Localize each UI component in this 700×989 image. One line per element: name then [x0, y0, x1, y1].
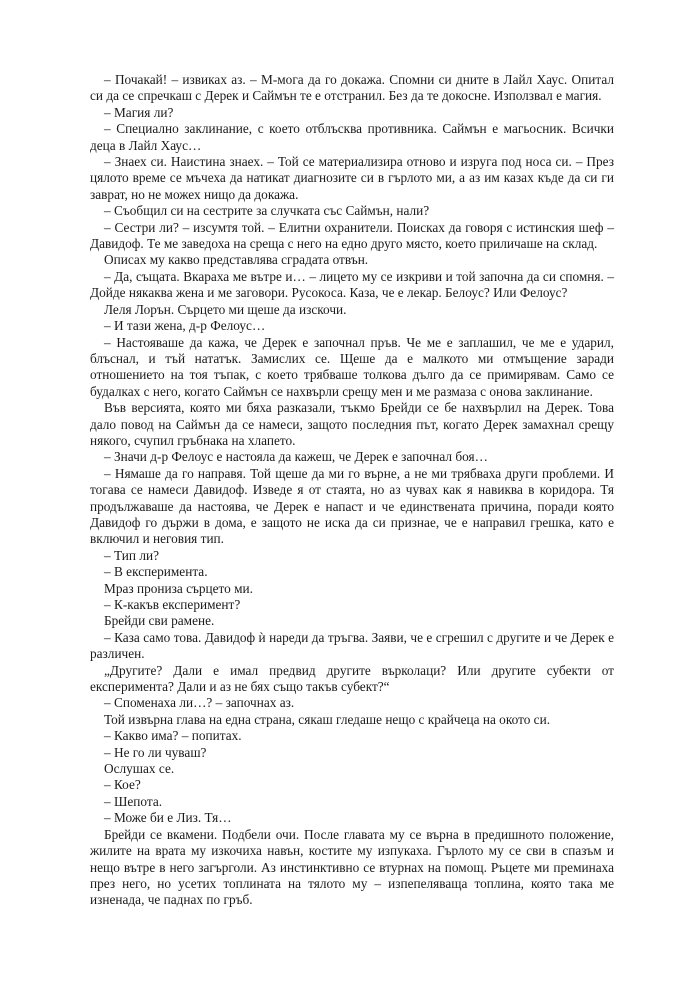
- paragraph: – Специално заклинание, с което отблъсква противника. Саймън е магьосник. Всички деца в Лайл Хаус…: [90, 121, 614, 153]
- paragraph: – К-какъв експеримент?: [104, 597, 241, 612]
- paragraph: Той извърна глава на една страна, сякаш гледаше нещо с крайчеца на окото си.: [104, 711, 551, 727]
- paragraph: – Каза само това. Давидоф ѝ нареди да тръгва. Заяви, че е сгрешил с другите и че Дерек е различен.: [90, 629, 614, 662]
- paragraph: – Може би е Лиз. Тя…: [104, 810, 232, 826]
- paragraph: – Почакай! – извиках аз. – М-мога да го докажа. Спомни си дните в Лайл Хаус. Опитал си да се спречкаш с Дерек и Саймън те е отстранил. Без да те докосне. Използвал е магия.: [90, 72, 614, 104]
- paragraph: Мраз прониза сърцето ми.: [104, 580, 253, 596]
- paragraph: – Кое?: [104, 777, 141, 793]
- paragraph: – Шепота.: [104, 793, 163, 809]
- paragraph: – В експеримента.: [104, 564, 208, 580]
- paragraph: – Магия ли?: [104, 104, 174, 120]
- paragraph: – Настояваше да кажа, че Дерек е започнал пръв. Че ме е заплашил, че ме е ударил, блъснал, и тъй нататък. Замислих се. Щеше да е малкото ми отмъщение заради отношението на тоя тъпак, с което трябваше толкова дълго да се примирявам. Само се будалках с него, когато Саймън се нахвърли срещу мен и ме размаза с онова заклинание.: [90, 334, 614, 399]
- paragraph: – И тази жена, д-р Фелоус…: [104, 318, 266, 334]
- paragraph: – Да, същата. Вкараха ме вътре и… – лицето му се изкриви и той започна да си спомня. – Дойде някаква жена и ме заговори. Русокоса. Каза, че е лекар. Белоус? Или Фелоус?: [90, 268, 614, 301]
- paragraph: – Съобщил си на сестрите за случката със Саймън, нали?: [104, 203, 430, 219]
- paragraph: „Другите? Дали е имал предвид другите върколаци? Или другите субекти от експеримента? Дали и аз не бях също такъв субект?“: [90, 662, 614, 695]
- paragraph: – Не го ли чуваш?: [104, 744, 207, 760]
- paragraph: – Споменаха ли…? – започнах аз.: [104, 695, 295, 711]
- paragraph: Във версията, която ми бяха разказали, тъкмо Брейди се бе нахвърлил на Дерек. Това дало повод на Саймън да се намеси, защото последния път, когато Дерек замахнал срещу някого, счупил гръбнака на хлапето.: [90, 400, 614, 448]
- paragraph: – Тип ли?: [104, 547, 159, 563]
- paragraph: Брейди се вкамени. Подбели очи. После главата му се върна в предишното положение, жилите на врата му изкочиха навън, костите му изпукаха. Гърлото му се сви в спазъм и нещо вътре в него загърголи. Аз инстинктивно се втурнах на помощ. Ръцете ми преминаха през него, но усетих топлината на тялото му – изпепеляваща топлина, която така ме изненада, че паднах по гръб.: [90, 826, 614, 908]
- paragraph: – Сестри ли? – изсумтя той. – Елитни охранители. Поисках да говоря с истинския шеф – Давидоф. Те ме заведоха на среща с него на едно друго място, което приличаше на склад.: [90, 219, 614, 252]
- paragraph: – Нямаше да го направя. Той щеше да ми го върне, а не ми трябваха други проблеми. И тогава се намеси Давидоф. Изведе я от стаята, но аз чувах как я навиква в коридора. Тя продължаваше да настоява, че Дерек е напаст и че единствената причина, поради която Давидоф го държи в дома, е защото не иска да си признае, че е направил грешка, като е включил и неговия тип.: [90, 465, 614, 547]
- paragraph: Ослушах се.: [104, 761, 175, 777]
- paragraph: Леля Лорън. Сърцето ми щеше да изскочи.: [104, 301, 347, 317]
- paragraph: Описах му какво представлява сградата отвън.: [104, 252, 369, 268]
- paragraph: – Знаех си. Наистина знаех. – Той се материализира отново и изруга под носа си. – През цялото време се мъчеха да натикат диагнозите си в гърлото ми, а аз им казах къде да си ги заврат, но не можех нищо да докажа.: [90, 154, 614, 202]
- paragraph: – Значи д-р Фелоус е настояла да кажеш, че Дерек е започнал боя…: [104, 449, 488, 465]
- paragraph: – Какво има? – попитах.: [104, 728, 242, 744]
- body-text: [90, 72, 614, 909]
- paragraph: Брейди сви рамене.: [104, 613, 215, 629]
